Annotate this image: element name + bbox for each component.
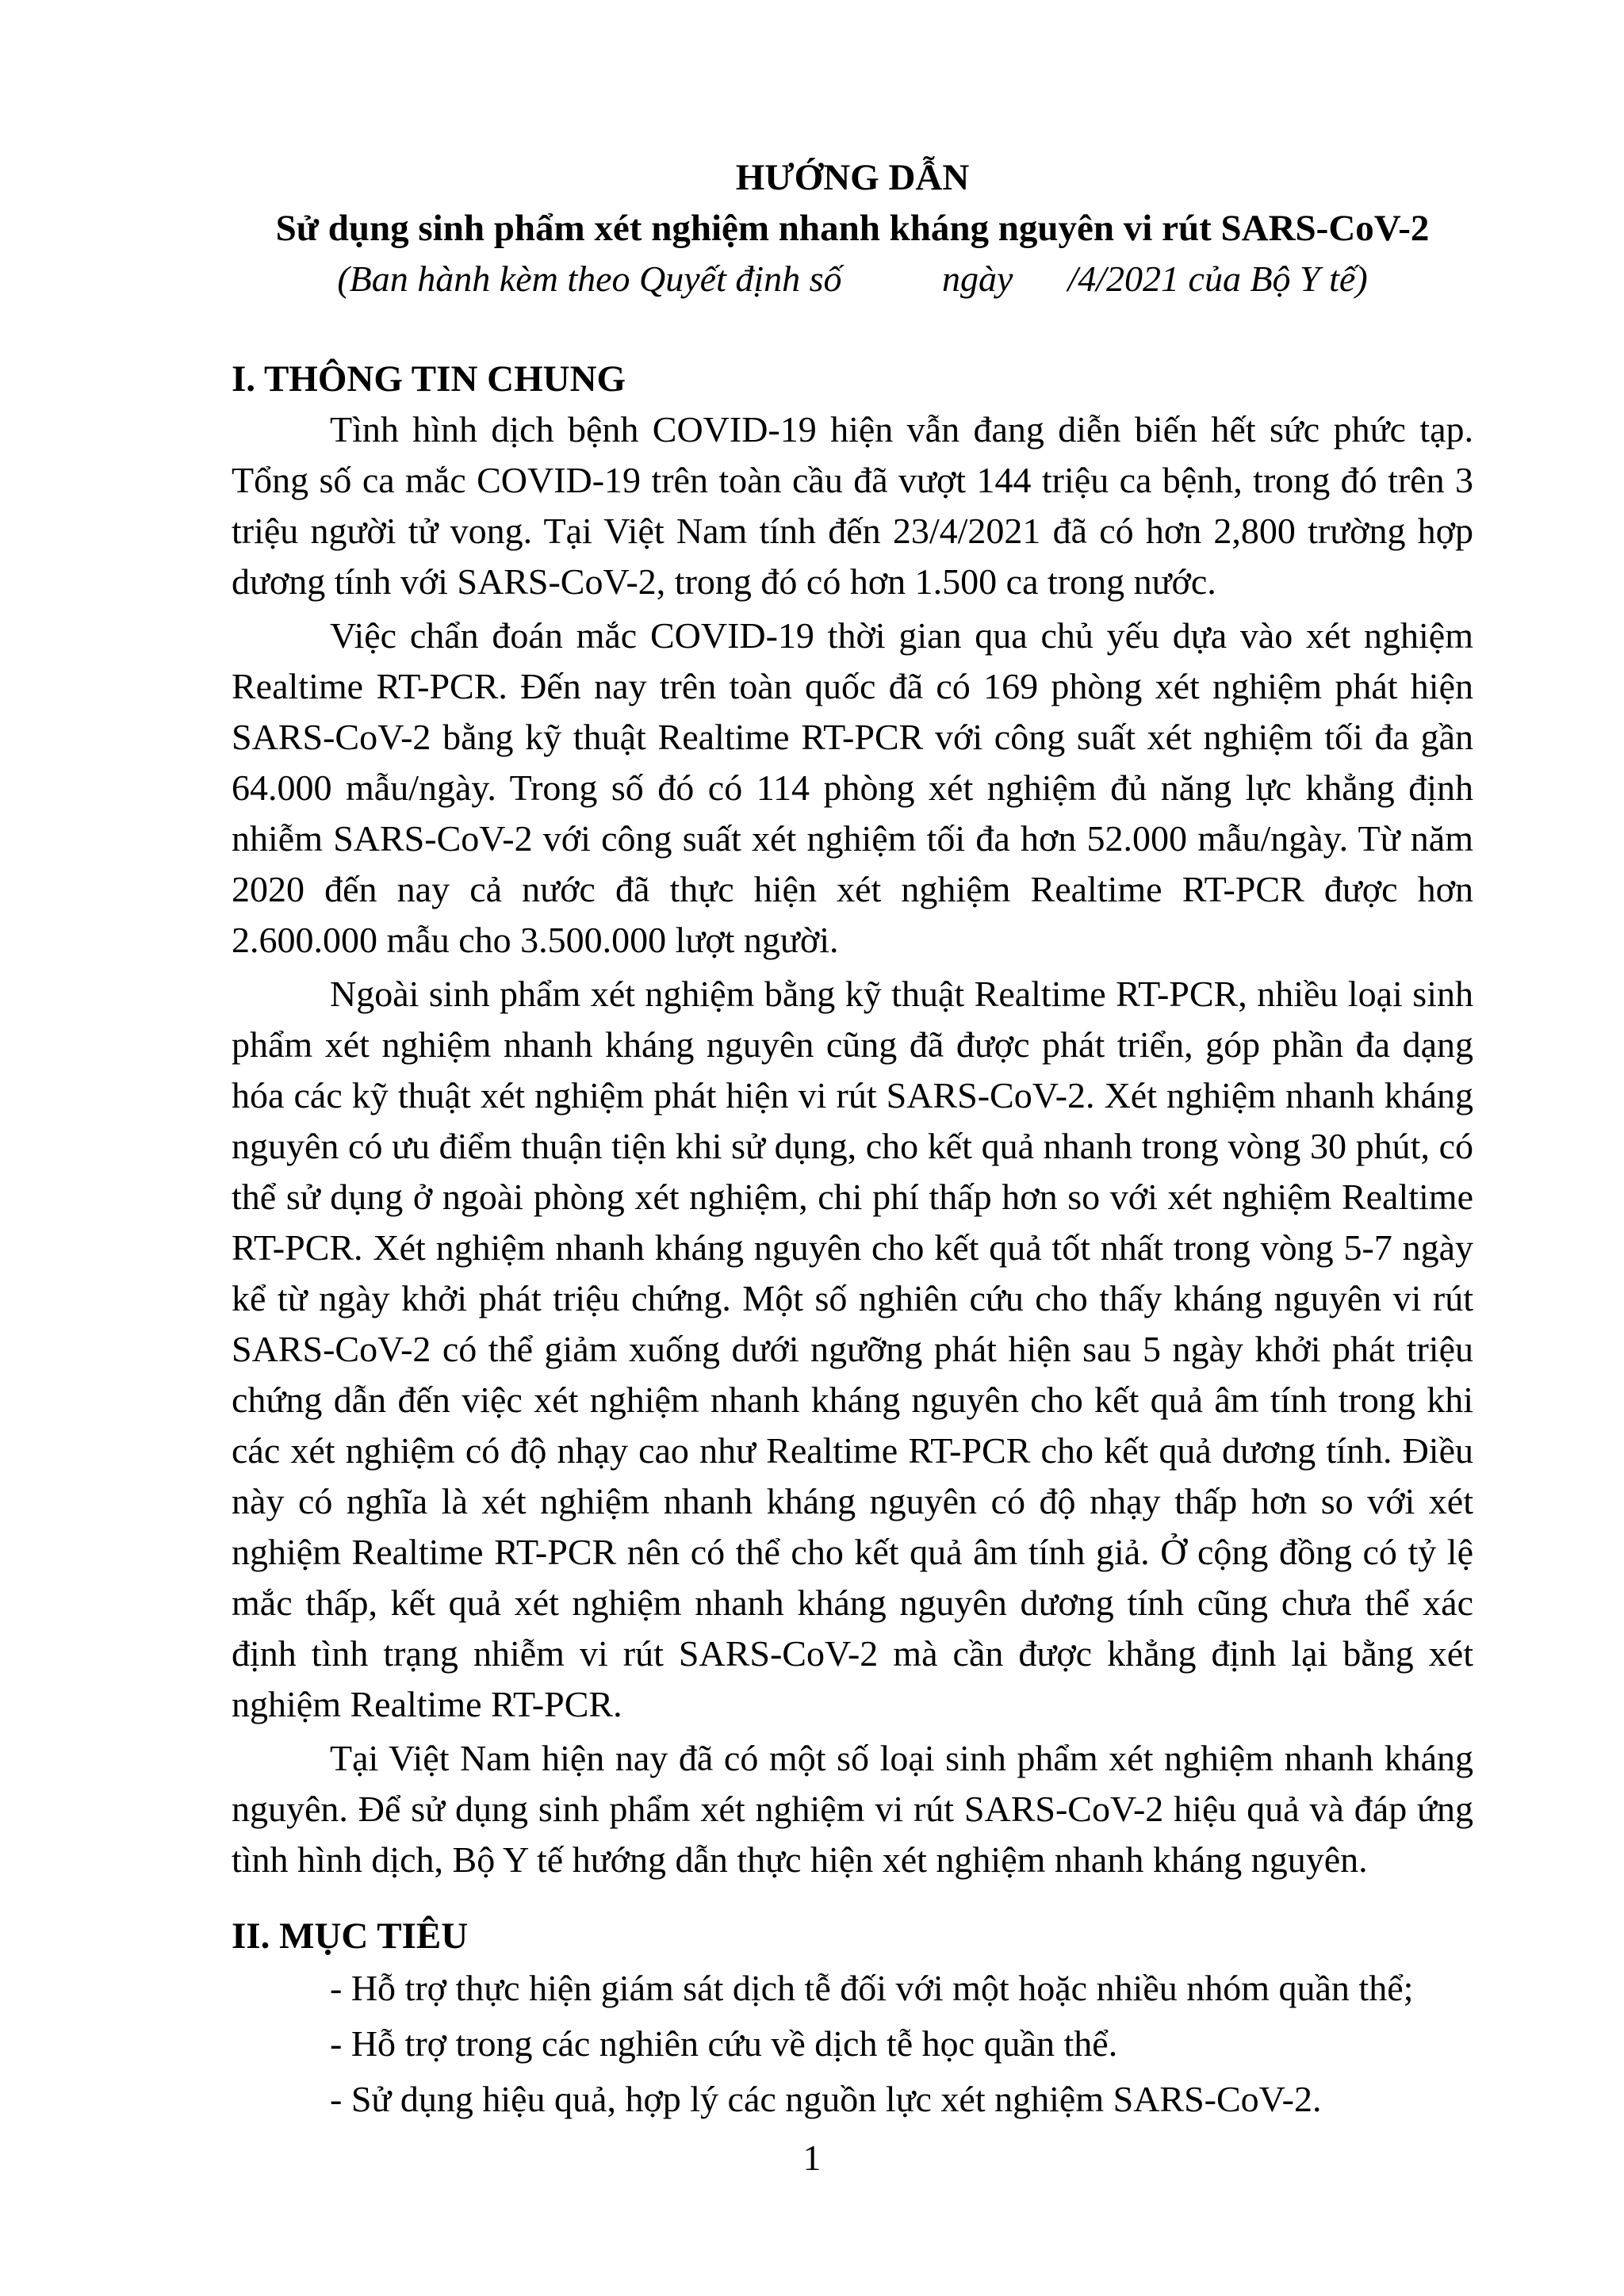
paragraph: Tình hình dịch bệnh COVID-19 hiện vẫn đang diễn biến hết sức phức tạp. Tổng số ca mắc COVID-19 trên toàn cầu đã vượt 144 triệu ca bệnh, trong đó trên 3 triệu người tử vong. Tại Việt Nam tính đến 23/4/2021 đã có hơn 2,800 trường hợp dương tính với SARS-CoV-2, trong đó có hơn 1.500 ca trong nước.	[232, 409, 1473, 602]
issuance-note: (Ban hành kèm theo Quyết định số ngày /4/2021 của Bộ Y tế)	[337, 258, 1368, 299]
section-heading-general-info: I. THÔNG TIN CHUNG	[232, 358, 626, 400]
objectives-list	[232, 1963, 1473, 2125]
document-subtitle: Sử dụng sinh phẩm xét nghiệm nhanh kháng nguyên vi rút SARS-CoV-2	[275, 208, 1430, 249]
list-item: - Sử dụng hiệu quả, hợp lý các nguồn lực xét nghiệm SARS-CoV-2.	[330, 2079, 1322, 2119]
document-title: HƯỚNG DẪN	[735, 157, 970, 198]
section-heading-objectives: II. MỤC TIÊU	[232, 1915, 469, 1957]
page-number: 1	[802, 2137, 822, 2178]
paragraph: Việc chẩn đoán mắc COVID-19 thời gian qua chủ yếu dựa vào xét nghiệm Realtime RT-PCR. Đến nay trên toàn quốc đã có 169 phòng xét nghiệm phát hiện SARS-CoV-2 bằng kỹ thuật Realtime RT-PCR với công suất xét nghiệm tối đa gần 64.000 mẫu/ngày. Trong số đó có 114 phòng xét nghiệm đủ năng lực khẳng định nhiễm SARS-CoV-2 với công suất xét nghiệm tối đa hơn 52.000 mẫu/ngày. Từ năm 2020 đến nay cả nước đã thực hiện xét nghiệm Realtime RT-PCR được hơn 2.600.000 mẫu cho 3.500.000 lượt người.	[232, 615, 1473, 960]
list-item: - Hỗ trợ trong các nghiên cứu về dịch tễ học quần thể.	[330, 2023, 1118, 2064]
paragraph: Tại Việt Nam hiện nay đã có một số loại sinh phẩm xét nghiệm nhanh kháng nguyên. Để sử dụng sinh phẩm xét nghiệm vi rút SARS-CoV-2 hiệu quả và đáp ứng tình hình dịch, Bộ Y tế hướng dẫn thực hiện xét nghiệm nhanh kháng nguyên.	[232, 1738, 1473, 1880]
list-item: - Hỗ trợ thực hiện giám sát dịch tễ đối với một hoặc nhiều nhóm quần thể;	[330, 1968, 1414, 2008]
paragraph: Ngoài sinh phẩm xét nghiệm bằng kỹ thuật Realtime RT-PCR, nhiều loại sinh phẩm xét nghiệm nhanh kháng nguyên cũng đã được phát triển, góp phần đa dạng hóa các kỹ thuật xét nghiệm phát hiện vi rút SARS-CoV-2. Xét nghiệm nhanh kháng nguyên có ưu điểm thuận tiện khi sử dụng, cho kết quả nhanh trong vòng 30 phút, có thể sử dụng ở ngoài phòng xét nghiệm, chi phí thấp hơn so với xét nghiệm Realtime RT-PCR. Xét nghiệm nhanh kháng nguyên cho kết quả tốt nhất trong vòng 5-7 ngày kể từ ngày khởi phát triệu chứng. Một số nghiên cứu cho thấy kháng nguyên vi rút SARS-CoV-2 có thể giảm xuống dưới ngưỡng phát hiện sau 5 ngày khởi phát triệu chứng dẫn đến việc xét nghiệm nhanh kháng nguyên cho kết quả âm tính trong khi các xét nghiệm có độ nhạy cao như Realtime RT-PCR cho kết quả dương tính. Điều này có nghĩa là xét nghiệm nhanh kháng nguyên có độ nhạy thấp hơn so với xét nghiệm Realtime RT-PCR nên có thể cho kết quả âm tính giả. Ở cộng đồng có tỷ lệ mắc thấp, kết quả xét nghiệm nhanh kháng nguyên dương tính cũng chưa thể xác định tình trạng nhiễm vi rút SARS-CoV-2 mà cần được khẳng định lại bằng xét nghiệm Realtime RT-PCR.	[232, 974, 1473, 1724]
document-content	[232, 152, 1473, 2130]
